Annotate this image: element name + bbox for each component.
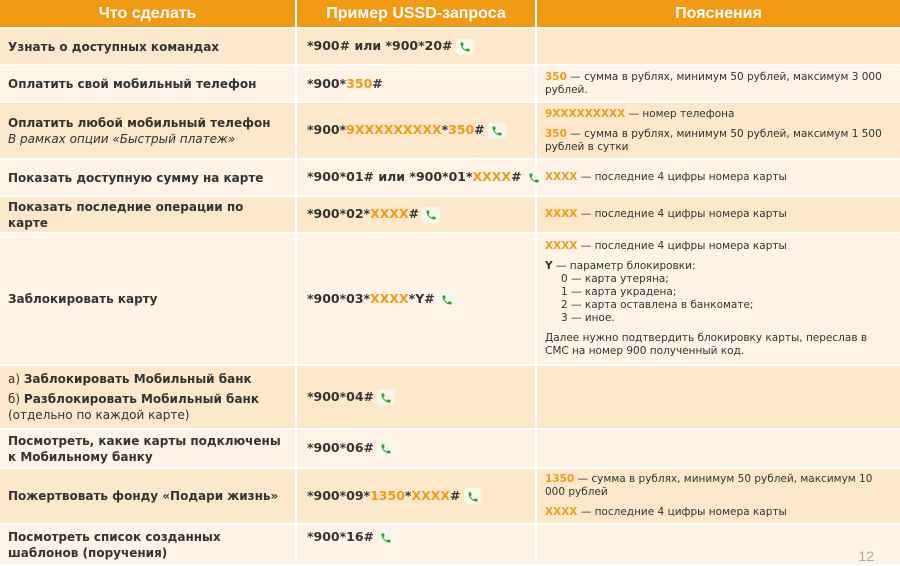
explanation-cell: 350 — сумма в рублях, минимум 50 рублей, максимум 3 000 рублей. [536, 65, 900, 102]
ussd-code-cell [296, 196, 536, 233]
phone-handset-icon[interactable] [525, 170, 543, 186]
ussd-code-cell [296, 524, 536, 564]
ussd-code[interactable]: *900*02*XXXX# [307, 206, 420, 222]
table-row [0, 365, 900, 429]
table-row [0, 524, 900, 564]
phone-handset-icon[interactable] [438, 291, 456, 307]
action-cell: Посмотреть список созданных шаблонов (поручения) [0, 524, 296, 564]
explanation-cell [536, 365, 900, 429]
header-action: Что сделать [0, 0, 296, 28]
phone-handset-icon[interactable] [456, 39, 474, 55]
ussd-code-cell [296, 429, 536, 468]
phone-handset-icon[interactable] [377, 389, 395, 405]
action-cell: Оплатить любой мобильный телефон В рамках опции «Быстрый платеж» [0, 102, 296, 159]
explanation-cell: XXXX — последние 4 цифры номера карты Y — параметр блокировки: 0 — карта утеряна; 1 — карта украдена; 2 — карта оставлена в банкомате; 3 — иное. Далее нужно подтвердить блокировку карты, переслав в СМС на номер 900 полученный код. [536, 233, 900, 365]
action-cell: Пожертвовать фонду «Подари жизнь» [0, 468, 296, 524]
table-header-row [0, 0, 900, 28]
page-number: 12 [858, 548, 874, 564]
phone-handset-icon[interactable] [377, 441, 395, 457]
ussd-code[interactable]: *900*350# [307, 76, 383, 91]
ussd-code[interactable]: *900*01# или *900*01*XXXX# [307, 169, 522, 185]
action-note: В рамках опции «Быстрый платеж» [8, 131, 236, 146]
phone-handset-icon[interactable] [488, 123, 506, 139]
explanation-cell: 9XXXXXXXXX — номер телефона 350 — сумма в рублях, минимум 50 рублей, максимум 1 500 рублей в сутки [536, 102, 900, 159]
ussd-code-cell [296, 233, 536, 365]
action-cell: Показать последние операции по карте [0, 196, 296, 233]
ussd-code-cell [296, 365, 536, 429]
explanation-cell: 1350 — сумма в рублях, минимум 50 рублей, максимум 10 000 рублей XXXX — последние 4 цифры номера карты [536, 468, 900, 524]
phone-handset-icon[interactable] [377, 530, 395, 546]
block-option: 3 — иное. [561, 312, 615, 324]
table-row [0, 28, 900, 65]
confirm-note: Далее нужно подтвердить блокировку карты, переслав в СМС на номер 900 полученный код. [545, 332, 868, 357]
explanation-cell [536, 28, 900, 65]
table-row [0, 196, 900, 233]
action-cell: Заблокировать карту [0, 233, 296, 365]
header-explanation: Пояснения [536, 0, 900, 28]
table-row [0, 233, 900, 365]
table-row [0, 159, 900, 196]
table-row [0, 65, 900, 102]
action-cell: Показать доступную сумму на карте [0, 159, 296, 196]
header-example: Пример USSD-запроса [296, 0, 536, 28]
block-option: 1 — карта украдена; [561, 286, 677, 298]
ussd-code[interactable]: *900*9XXXXXXXXX*350# [307, 122, 485, 138]
action-cell: а) Заблокировать Мобильный банк б) Разблокировать Мобильный банк (отдельно по каждой карте) [0, 365, 296, 429]
table-row [0, 102, 900, 159]
action-cell: Узнать о доступных командах [0, 28, 296, 65]
action-cell: Оплатить свой мобильный телефон [0, 65, 296, 102]
block-option: 2 — карта оставлена в банкомате; [561, 299, 754, 311]
ussd-code-cell [296, 65, 536, 102]
explanation-cell [536, 524, 900, 564]
ussd-code[interactable]: *900*06# [307, 440, 375, 456]
table-row [0, 429, 900, 468]
explanation-cell: XXXX — последние 4 цифры номера карты [536, 159, 900, 196]
phone-handset-icon[interactable] [464, 488, 482, 504]
ussd-code[interactable]: *900*09*1350*XXXX# [307, 487, 461, 503]
ussd-code-cell [296, 28, 536, 65]
ussd-code[interactable]: *900*03*XXXX*Y# [307, 290, 435, 306]
block-option: 0 — карта утеряна; [561, 273, 669, 285]
table-row [0, 468, 900, 524]
ussd-code-cell [296, 159, 536, 196]
explanation-cell [536, 429, 900, 468]
ussd-code-cell [296, 468, 536, 524]
ussd-code[interactable]: *900# или *900*20# [307, 38, 453, 54]
action-cell: Посмотреть, какие карты подключены к Мобильному банку [0, 429, 296, 468]
explanation-cell: XXXX — последние 4 цифры номера карты [536, 196, 900, 233]
ussd-code[interactable]: *900*16# [307, 529, 375, 544]
phone-handset-icon[interactable] [422, 207, 440, 223]
ussd-code-cell [296, 102, 536, 159]
ussd-code[interactable]: *900*04# [307, 388, 375, 404]
